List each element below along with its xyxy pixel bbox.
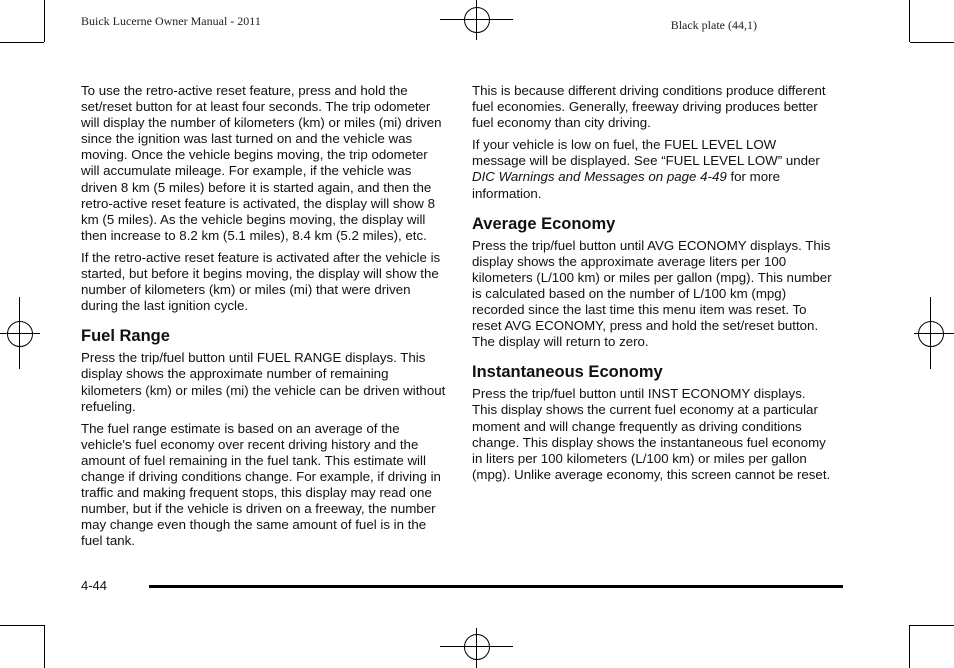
crop-mark [0, 625, 44, 626]
crop-mark [910, 42, 954, 43]
right-column [472, 83, 832, 489]
paragraph: To use the retro-active reset feature, press and hold the set/reset button for at least four seconds. The trip odometer will display the number of kilometers (km) or miles (mi) driven since the ignition was last turned on and the vehicle was moving. Once the vehicle begins moving, the trip odometer will accumulate mileage. For example, if the vehicle was driven 8 km (5 miles) before it is started again, and then the retro-active reset feature is activated, the display will show 8 km (5 miles). As the vehicle begins moving, the display will then increase to 8.2 km (5.1 miles), 8.4 km (5.2 miles), etc. [81, 83, 442, 243]
paragraph [472, 137, 832, 201]
registration-mark-circle [464, 7, 490, 33]
crop-mark [44, 0, 45, 42]
registration-mark-circle [918, 321, 944, 347]
footer-rule [149, 585, 843, 588]
left-column [81, 83, 447, 555]
crop-mark [909, 0, 910, 42]
cross-reference-link[interactable]: DIC Warnings and Messages on page 4-49 [472, 169, 727, 185]
crop-mark [909, 625, 910, 668]
crop-mark [910, 625, 954, 626]
paragraph: The fuel range estimate is based on an average of the vehicle's fuel economy over recent driving history and the amount of fuel remaining in the fuel tank. This estimate will change if driving conditions change. For example, if driving in traffic and making frequent stops, this display may read one number, but if the vehicle is driven on a freeway, the number may change even though the same amount of fuel is in the fuel tank. [81, 420, 441, 549]
text-span: for more information. [472, 169, 780, 201]
crop-mark [0, 42, 44, 43]
paragraph: If the retro-active reset feature is activated after the vehicle is started, but before it begins moving, the display will show the number of kilometers (km) or miles (mi) that were driven during the last ignition cycle. [81, 249, 441, 314]
section-heading-fuel-range: Fuel Range [81, 327, 170, 346]
section-heading-instantaneous-economy: Instantaneous Economy [472, 363, 663, 382]
paragraph: Press the trip/fuel button until INST ECONOMY displays. This display shows the current fuel economy at a particular moment and will change frequently as driving conditions change. This display shows the instantaneous fuel economy in liters per 100 kilometers (L/100 km) or miles per gallon (mpg). Unlike average economy, this screen cannot be reset. [472, 386, 831, 482]
paragraph: Press the trip/fuel button until AVG ECONOMY displays. This display shows the approximate average liters per 100 kilometers (L/100 km) or miles per gallon (mpg). This number is calculated based on the number of L/100 km (mpg) recorded since the last time this menu item was reset. To reset AVG ECONOMY, press and hold the set/reset button. The display will return to zero. [472, 237, 832, 350]
text-span: If your vehicle is low on fuel, the FUEL LEVEL LOW message will be displayed. See “FUEL LEVEL LOW” under [472, 137, 820, 169]
registration-mark-circle [7, 321, 33, 347]
manual-title: Buick Lucerne Owner Manual - 2011 [81, 14, 261, 28]
paragraph: This is because different driving conditions produce different fuel economies. Generally, freeway driving produces better fuel economy than city driving. [472, 83, 826, 131]
registration-mark-circle [464, 634, 490, 660]
section-heading-average-economy: Average Economy [472, 214, 616, 233]
crop-mark [44, 625, 45, 668]
plate-label: Black plate (44,1) [670, 18, 757, 32]
paragraph: Press the trip/fuel button until FUEL RANGE displays. This display shows the approximate number of remaining kilometers (km) or miles (mi) the vehicle can be driven without refueling. [81, 350, 446, 414]
page-number: 4-44 [81, 578, 108, 593]
